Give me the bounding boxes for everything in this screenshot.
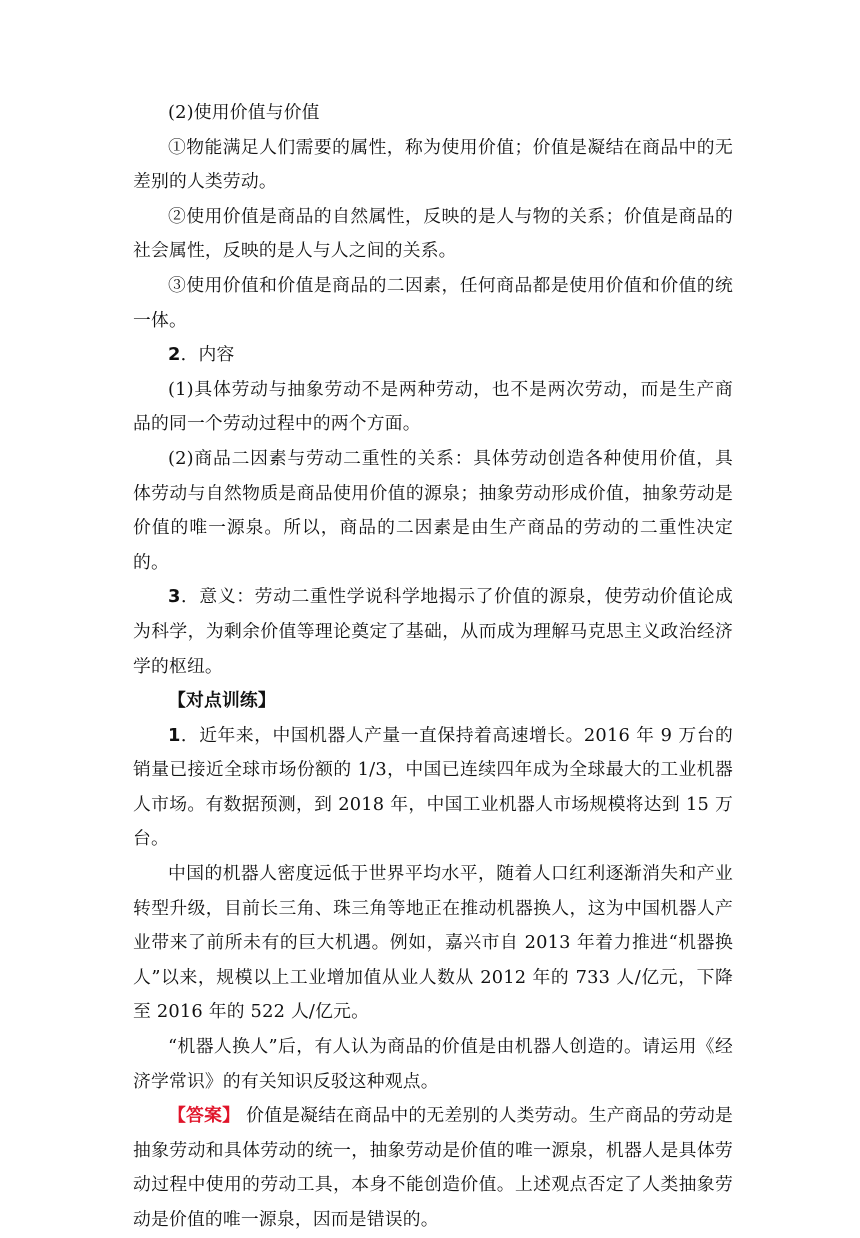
paragraph-content-1: (1)具体劳动与抽象劳动不是两种劳动，也不是两次劳动，而是生产商品的同一个劳动过程中的两个方面。 [133, 378, 733, 435]
paragraph-content-2: (2)商品二因素与劳动二重性的关系：具体劳动创造各种使用价值，具体劳动与自然物质是商品使用价值的源泉；抽象劳动形成价值，抽象劳动是价值的唯一源泉。所以，商品的二因素是由生产商品的劳动的二重性决定的。 [133, 447, 733, 573]
paragraph-use-value-2: ②使用价值是商品的自然属性，反映的是人与物的关系；价值是商品的社会属性，反映的是人与人之间的关系。 [133, 205, 733, 262]
question-paragraph-2: 中国的机器人密度远低于世界平均水平，随着人口红利逐渐消失和产业转型升级，目前长三角、珠三角等地正在推动机器换人，这为中国机器人产业带来了前所未有的巨大机遇。例如，嘉兴市自 2013 年着力推进“机器换人”以来，规模以上工业增加值从业人数从 2012 年的 733 人/亿元，下降至 2016 年的 522 人/亿元。 [133, 863, 733, 1023]
paragraph-meaning [133, 580, 733, 684]
paragraph-use-value-3: ③使用价值和价值是商品的二因素，任何商品都是使用价值和价值的统一体。 [133, 274, 733, 331]
paragraph-use-value-1: ①物能满足人们需要的属性，称为使用价值；价值是凝结在商品中的无差别的人类劳动。 [133, 136, 733, 193]
answer-paragraph [133, 1099, 733, 1237]
question-paragraph-3: “机器人换人”后，有人认为商品的价值是由机器人创造的。请运用《经济学常识》的有关知识反驳这种观点。 [133, 1036, 733, 1092]
section-heading-text: ．意义： [180, 586, 255, 608]
practice-heading [133, 684, 733, 719]
answer-text: 价值是凝结在商品中的无差别的人类劳动。生产商品的劳动是抽象劳动和具体劳动的统一，抽象劳动是价值的唯一源泉，机器人是具体劳动过程中使用的劳动工具，本身不能创造价值。上述观点否定了人类抽象劳动是价值的唯一源泉，因而是错误的。 [133, 1105, 733, 1230]
document-body [133, 96, 733, 1238]
subsection-heading-use-value: (2)使用价值与价值 [168, 102, 320, 123]
question-number: 1 [168, 724, 181, 746]
section-heading-content [133, 338, 733, 373]
practice-heading-text: 【对点训练】 [168, 690, 276, 712]
question-paragraph-1 [133, 719, 733, 857]
section-number: 2 [168, 344, 181, 366]
section-number: 3 [168, 586, 181, 608]
section-heading-text: ．内容 [180, 344, 235, 366]
question-text: ．近年来，中国机器人产量一直保持着高速增长。2016 年 9 万台的销量已接近全球市场份额的 1/3，中国已连续四年成为全球最大的工业机器人市场。有数据预测，到 2018 年，中国工业机器人市场规模将达到 15 万台。 [133, 724, 733, 850]
answer-tag: 【答案】 [168, 1105, 241, 1127]
meaning-text: 劳动二重性学说科学地揭示了价值的源泉，使劳动价值论成为科学，为剩余价值等理论奠定了基础，从而成为理解马克思主义政治经济学的枢纽。 [133, 586, 733, 677]
